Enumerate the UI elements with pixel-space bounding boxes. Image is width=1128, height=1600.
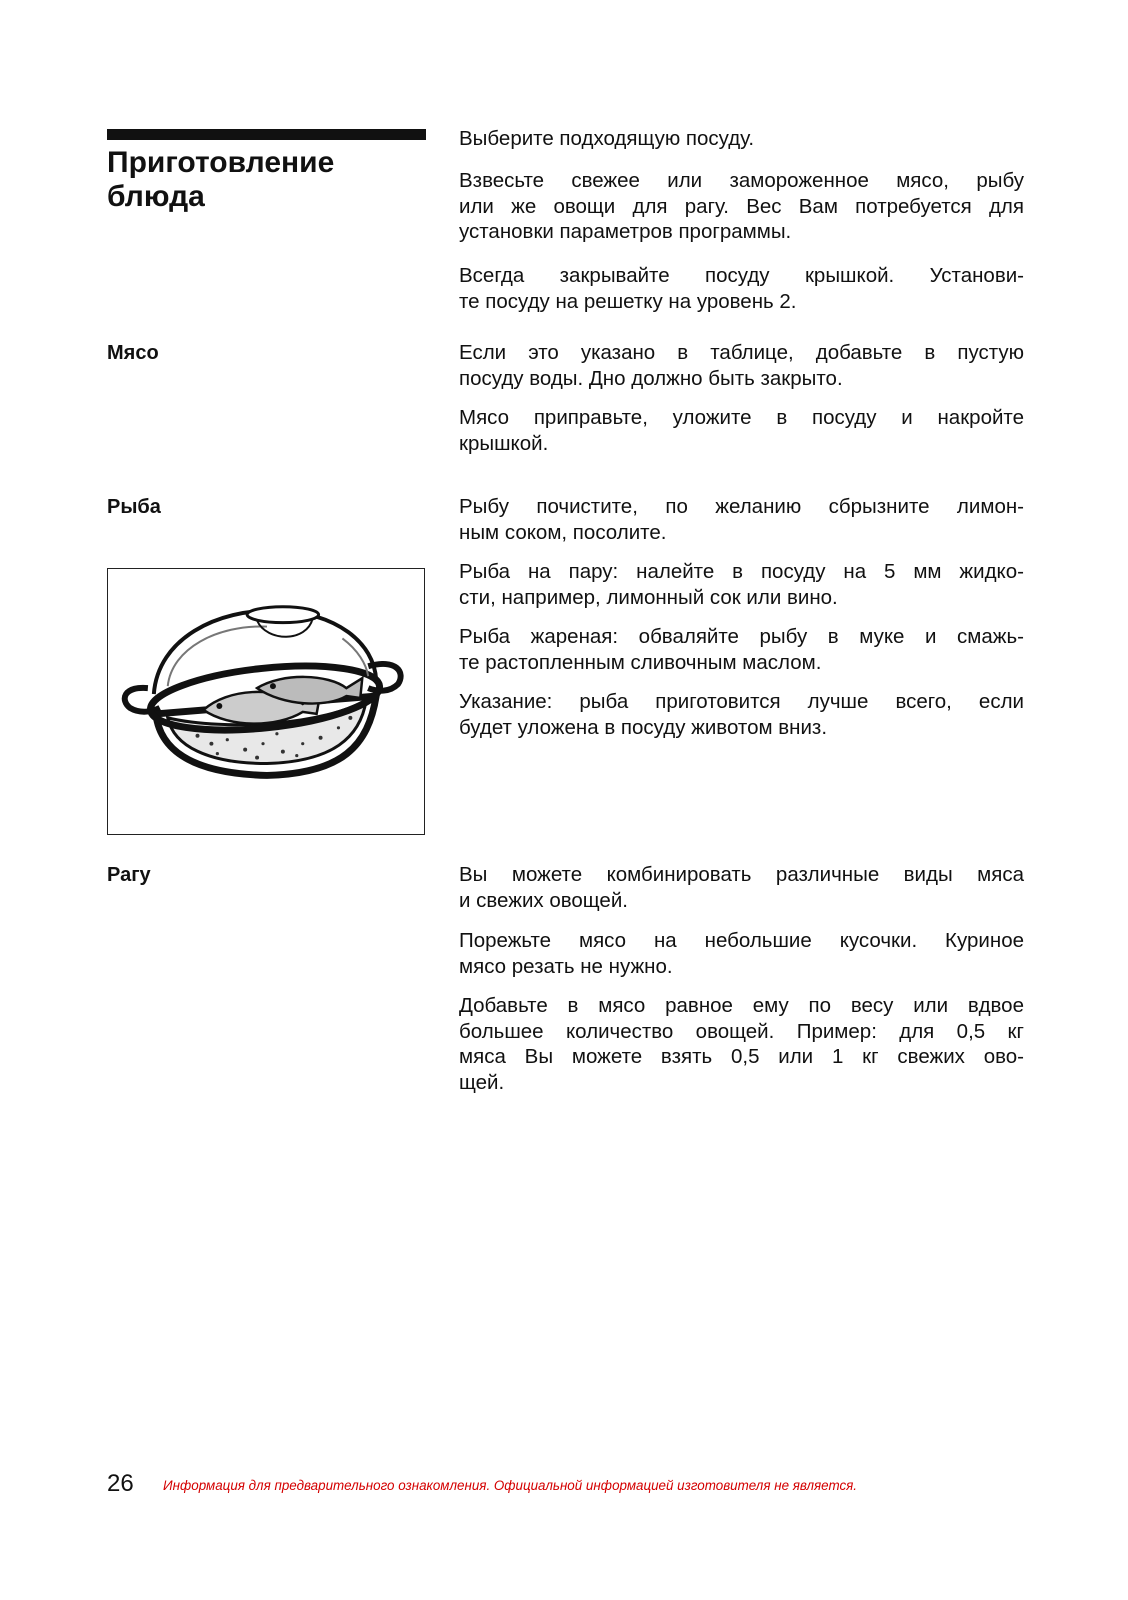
- title-rule: [107, 129, 426, 140]
- stew-paragraph: [459, 993, 1024, 1095]
- footer-disclaimer: Информация для предварительного ознакомления. Официальной информацией изготовителя не является.: [163, 1478, 858, 1493]
- text-line: Рыба на пару: налейте в посуду на 5 мм жидко-: [459, 560, 1024, 583]
- text-line: Указание: рыба приготовится лучше всего, если: [459, 690, 1024, 713]
- fish-paragraph: [459, 494, 1024, 545]
- text-line: установки параметров программы.: [459, 220, 792, 243]
- text-line: крышкой.: [459, 431, 549, 455]
- text-line: Рыбу почистите, по желанию сбрызните лимон-: [459, 495, 1024, 518]
- section-label-meat: Мясо: [107, 342, 159, 364]
- fish-paragraph: [459, 689, 1024, 740]
- page-title: [107, 146, 427, 214]
- text-line: те посуду на решетку на уровень 2.: [459, 289, 797, 313]
- text-line: Рыба жареная: обваляйте рыбу в муке и смажь-: [459, 625, 1024, 648]
- text-line: щей.: [459, 1070, 505, 1094]
- dish-icon: [108, 569, 424, 834]
- text-line: и свежих овощей.: [459, 888, 628, 912]
- text-line: Порежьте мясо на небольшие кусочки. Куриное: [459, 929, 1024, 952]
- text-line: Вы можете комбинировать различные виды мяса: [459, 863, 1024, 886]
- text-line: Добавьте в мясо равное ему по весу или вдвое: [459, 994, 1024, 1017]
- text-line: посуду воды. Дно должно быть закрыто.: [459, 366, 843, 390]
- page-title-line: Приготовление: [107, 146, 335, 179]
- stew-paragraph: [459, 928, 1024, 979]
- text-line: мяса Вы можете взять 0,5 или 1 кг свежих ово-: [459, 1045, 1024, 1068]
- meat-paragraph: [459, 405, 1024, 456]
- intro-paragraph: [459, 263, 1024, 314]
- covered-dish-with-fish-illustration: [107, 568, 425, 835]
- fish-paragraph: [459, 559, 1024, 610]
- text-line: Если это указано в таблице, добавьте в пустую: [459, 341, 1024, 364]
- section-label-fish: Рыба: [107, 496, 161, 518]
- text-line: Взвесьте свежее или замороженное мясо, рыбу: [459, 169, 1024, 192]
- text-line: большее количество овощей. Пример: для 0,5 кг: [459, 1019, 1024, 1043]
- text-line: Всегда закрывайте посуду крышкой. Установи-: [459, 264, 1024, 287]
- page-number: 26: [107, 1470, 134, 1497]
- text-line: те растопленным сливочным маслом.: [459, 650, 822, 674]
- section-label-stew: Рагу: [107, 864, 151, 886]
- intro-paragraph: [459, 126, 1024, 152]
- text-line: будет уложена в посуду животом вниз.: [459, 715, 828, 739]
- text-line: сти, например, лимонный сок или вино.: [459, 585, 838, 609]
- text-line: Выберите подходящую посуду.: [459, 127, 755, 150]
- page-title-line: блюда: [107, 180, 205, 213]
- text-line: мясо резать не нужно.: [459, 954, 673, 978]
- stew-paragraph: [459, 862, 1024, 913]
- text-line: Мясо приправьте, уложите в посуду и накройте: [459, 406, 1024, 429]
- meat-paragraph: [459, 340, 1024, 391]
- text-line: или же овощи для рагу. Вес Вам потребуется для: [459, 194, 1024, 218]
- text-line: ным соком, посолите.: [459, 520, 667, 544]
- fish-paragraph: [459, 624, 1024, 675]
- intro-paragraph: [459, 168, 1024, 245]
